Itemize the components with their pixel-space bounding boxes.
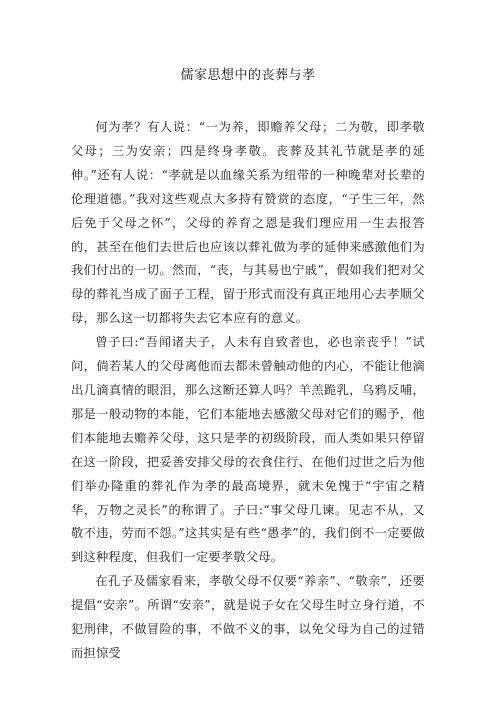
paragraph-3: 在孔子及儒家看来，孝敬父母不仅要“养亲”、“敬亲”，还要提倡“安亲”。所谓“安亲”，就是说子女在父母生时立身行道，不犯刑律，不做冒险的事，不做不义的事，以免父母为自己的过错而担惊受 [71, 574, 425, 660]
paragraph-2: 曾子曰:“吾闻诸夫子，人未有自致者也，必也亲丧乎！”试问，倘若某人的父母离他而去都未曾触动他的内心，不能让他滴出几滴真情的眼泪，那么这断还算人吗？羊羔跪乳，乌鸦反哺，那是一般动物的本能，它们本能地去感激父母对它们的赐予，他们本能地去赡养父母，这只是孝的初级阶段，而人类如果只停留在这一阶段，把妥善安排父母的衣食住行、在他们过世之后为他们举办隆重的葬礼作为孝的最高境界，就未免愧于“宇宙之精华，万物之灵长”的称谓了。子曰:“事父母几谏。见志不从，又敬不违，劳而不怨。”这其实是有些“愚孝”的，我们倒不一定要做到这种程度，但我们一定要孝敬父母。 [71, 335, 425, 565]
paragraph-1: 何为孝？有人说：“一为养，即赡养父母；二为敬，即孝敬父母；三为安亲；四是终身孝敬。丧葬及其礼节就是孝的延伸。”还有人说：“孝就是以血缘关系为纽带的一种晚辈对长辈的伦理道德。”我对这些观点大多持有赞赏的态度，“子生三年，然后免于父母之怀”，父母的养育之恩是我们理应用一生去报答的，甚至在他们去世后也应该以葬礼做为孝的延伸来感激他们为我们付出的一切。然而，“丧，与其易也宁戚”，假如我们把对父母的葬礼当成了面子工程，留于形式而没有真正地用心去孝顺父母，那么这一切都将失去它本应有的意义。 [71, 120, 425, 326]
document-title: 儒家思想中的丧葬与孝 [180, 68, 316, 83]
document-body [71, 116, 425, 666]
